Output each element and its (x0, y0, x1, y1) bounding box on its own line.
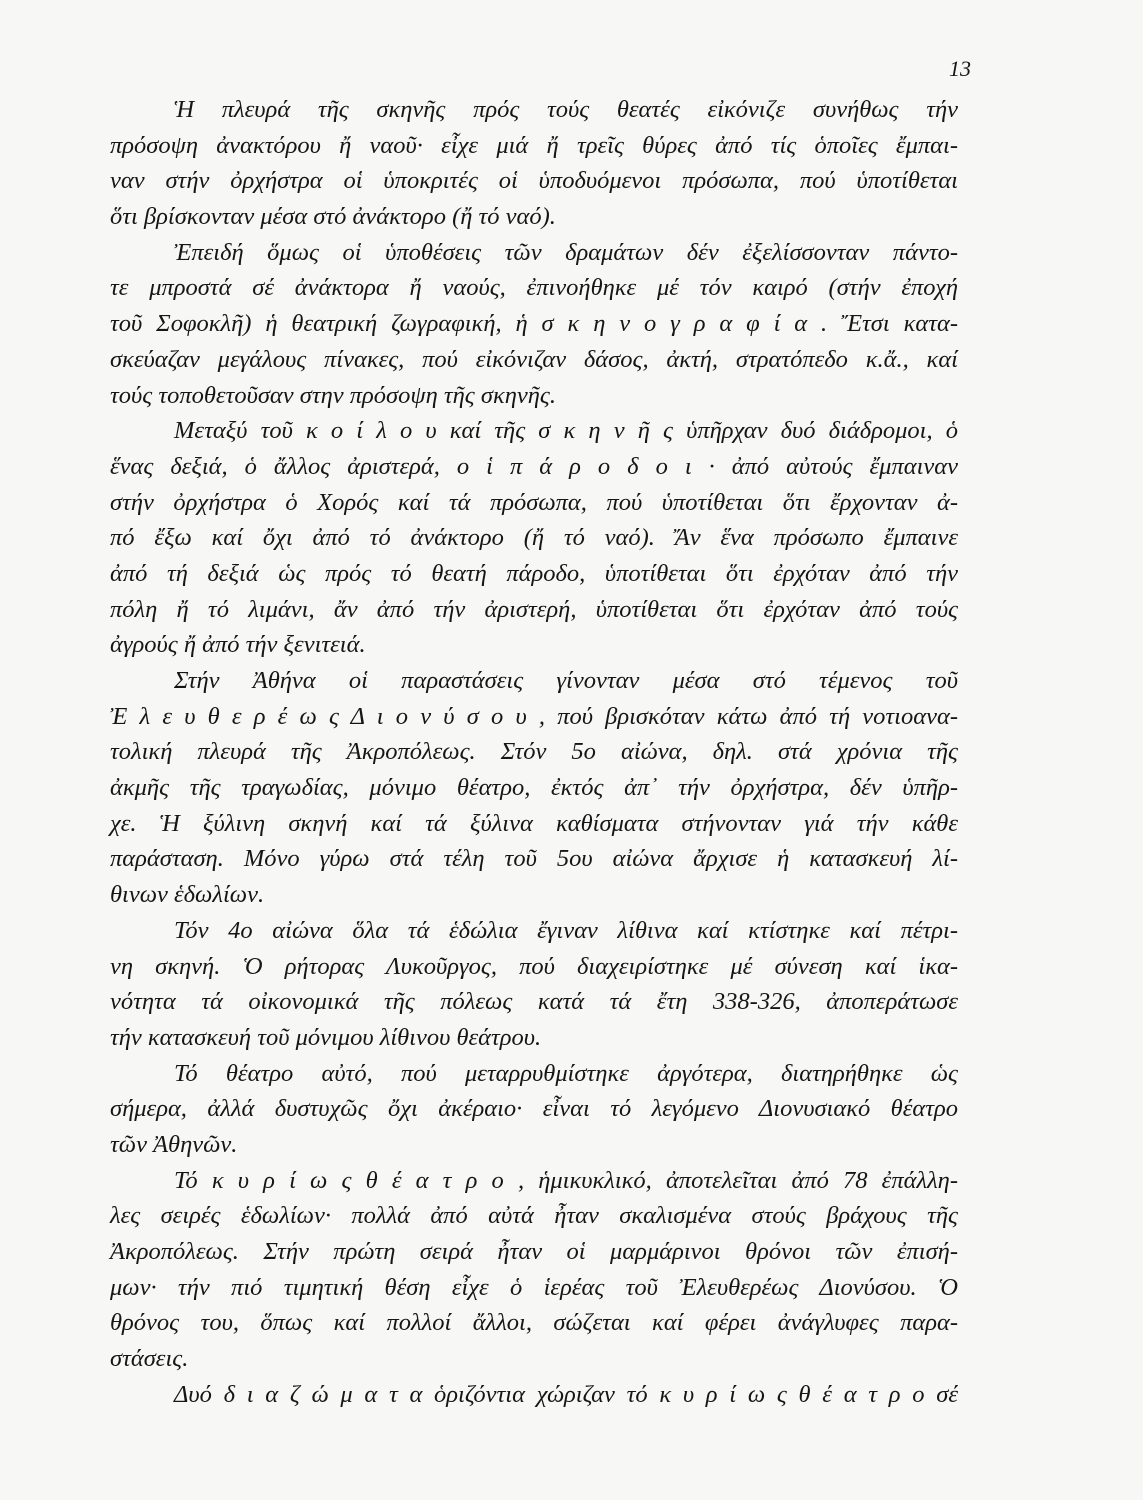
text-line: παράσταση. Μόνο γύρω στά τέλη τοῦ 5ου αἰώνα ἄρχισε ἡ κατασκευή λί- (110, 845, 958, 873)
text-line: ἕνας δεξιά, ὁ ἄλλος ἀριστερά, ο ἱ π ά ρ ο δ ο ι · ἀπό αὐτούς ἔμπαιναν (110, 452, 958, 480)
text-line: Ἡ πλευρά τῆς σκηνῆς πρός τούς θεατές εἰκόνιζε συνήθως τήν (174, 96, 958, 123)
text-line: τῶν Ἀθηνῶν. (110, 1130, 238, 1158)
text-line: Δυό δ ι α ζ ώ μ α τ α ὁριζόντια χώριζαν τό κ υ ρ ί ω ς θ έ α τ ρ ο σέ (174, 1380, 958, 1408)
text-line: μων· τήν πιό τιμητική θέση εἶχε ὁ ἱερέας τοῦ Ἐλευθερέως Διονύσου. Ὁ (110, 1273, 958, 1301)
text-line: Ἀκροπόλεως. Στήν πρώτη σειρά ἦταν οἱ μαρμάρινοι θρόνοι τῶν ἐπισή- (110, 1238, 958, 1265)
text-line: Τό θέατρο αὐτό, πού μεταρρυθμίστηκε ἀργότερα, διατηρήθηκε ὡς (174, 1059, 958, 1087)
text-line: θινων ἑδωλίων. (110, 881, 265, 909)
text-line: Στήν Ἀθήνα οἱ παραστάσεις γίνονταν μέσα στό τέμενος τοῦ (174, 667, 958, 694)
text-line: ἀκμῆς τῆς τραγωδίας, μόνιμο θέατρο, ἐκτός ἀπ᾽ τήν ὀρχήστρα, δέν ὑπῆρ- (110, 774, 958, 802)
text-line: πό ἔξω καί ὄχι ἀπό τό ἀνάκτορο (ἤ τό ναό). Ἄν ἕνα πρόσωπο ἔμπαινε (110, 524, 958, 552)
text-line: χε. Ἡ ξύλινη σκηνή καί τά ξύλινα καθίσματα στήνονταν γιά τήν κάθε (110, 809, 958, 837)
text-line: ναν στήν ὀρχήστρα οἱ ὑποκριτές οἱ ὑποδυόμενοι πρόσωπα, πού ὑποτίθεται (110, 167, 958, 195)
text-line: νη σκηνή. Ὁ ρήτορας Λυκοῦργος, πού διαχειρίστηκε μέ σύνεση καί ἱκα- (110, 952, 958, 980)
text-line: σήμερα, ἀλλά δυστυχῶς ὄχι ἀκέραιο· εἶναι τό λεγόμενο Διονυσιακό θέατρο (110, 1095, 958, 1123)
text-line: πρόσοψη ἀνακτόρου ἤ ναοῦ· εἶχε μιά ἤ τρεῖς θύρες ἀπό τίς ὁποῖες ἔμπαι- (110, 131, 958, 159)
text-line: Μεταξύ τοῦ κ ο ί λ ο υ καί τῆς σ κ η ν ῆ ς ὑπῆρχαν δυό διάδρομοι, ὁ (174, 417, 958, 445)
text-line: σκεύαζαν μεγάλους πίνακες, πού εἰκόνιζαν δάσος, ἀκτή, στρατόπεδο κ.ἄ., καί (110, 345, 958, 373)
text-line: ὅτι βρίσκονταν μέσα στό ἀνάκτορο (ἤ τό ναό). (110, 203, 556, 231)
text-line: τοῦ Σοφοκλῆ) ἡ θεατρική ζωγραφική, ἡ σ κ η ν ο γ ρ α φ ί α . Ἔτσι κατα- (110, 310, 958, 338)
text-line: Ἐπειδή ὅμως οἱ ὑποθέσεις τῶν δραμάτων δέν ἐξελίσσονταν πάντο- (174, 238, 958, 266)
page-number: 13 (949, 56, 971, 81)
text-line: Τόν 4ο αἰώνα ὅλα τά ἑδώλια ἔγιναν λίθινα καί κτίστηκε καί πέτρι- (174, 916, 958, 944)
text-line: Τό κ υ ρ ί ω ς θ έ α τ ρ ο , ἡμικυκλικό, ἀποτελεῖται ἀπό 78 ἐπάλλη- (174, 1166, 958, 1194)
text-line: στάσεις. (110, 1345, 189, 1373)
text-line: τολική πλευρά τῆς Ἀκροπόλεως. Στόν 5ο αἰώνα, δηλ. στά χρόνια τῆς (110, 738, 958, 766)
text-line: ἀπό τή δεξιά ὡς πρός τό θεατή πάροδο, ὑποτίθεται ὅτι ἐρχόταν ἀπό τήν (110, 559, 958, 587)
text-line: στήν ὀρχήστρα ὁ Χορός καί τά πρόσωπα, πού ὑποτίθεται ὅτι ἔρχονταν ἀ- (110, 488, 958, 516)
text-line: θρόνος του, ὅπως καί πολλοί ἄλλοι, σώζεται καί φέρει ἀνάγλυφες παρα- (110, 1309, 958, 1337)
text-line: λες σειρές ἑδωλίων· πολλά ἀπό αὐτά ἦταν σκαλισμένα στούς βράχους τῆς (110, 1202, 958, 1230)
text-line: τήν κατασκευή τοῦ μόνιμου λίθινου θεάτρου. (110, 1023, 542, 1051)
text-line: Ἐ λ ε υ θ ε ρ έ ω ς Δ ι ο ν ύ σ ο υ , πού βρισκόταν κάτω ἀπό τή νοτιοανα- (110, 702, 958, 730)
text-line: πόλη ἤ τό λιμάνι, ἄν ἀπό τήν ἀριστερή, ὑποτίθεται ὅτι ἐρχόταν ἀπό τούς (110, 595, 958, 623)
text-line: νότητα τά οἰκονομικά τῆς πόλεως κατά τά ἔτη 338-326, ἀποπεράτωσε (110, 988, 958, 1016)
text-line: τούς τοποθετοῦσαν στην πρόσοψη τῆς σκηνῆς. (110, 381, 556, 409)
body-text (110, 92, 958, 1412)
text-line: τε μπροστά σέ ἀνάκτορα ἤ ναούς, ἐπινοήθηκε μέ τόν καιρό (στήν ἐποχή (110, 274, 958, 302)
text-line: ἀγρούς ἤ ἀπό τήν ξενιτειά. (110, 631, 366, 659)
